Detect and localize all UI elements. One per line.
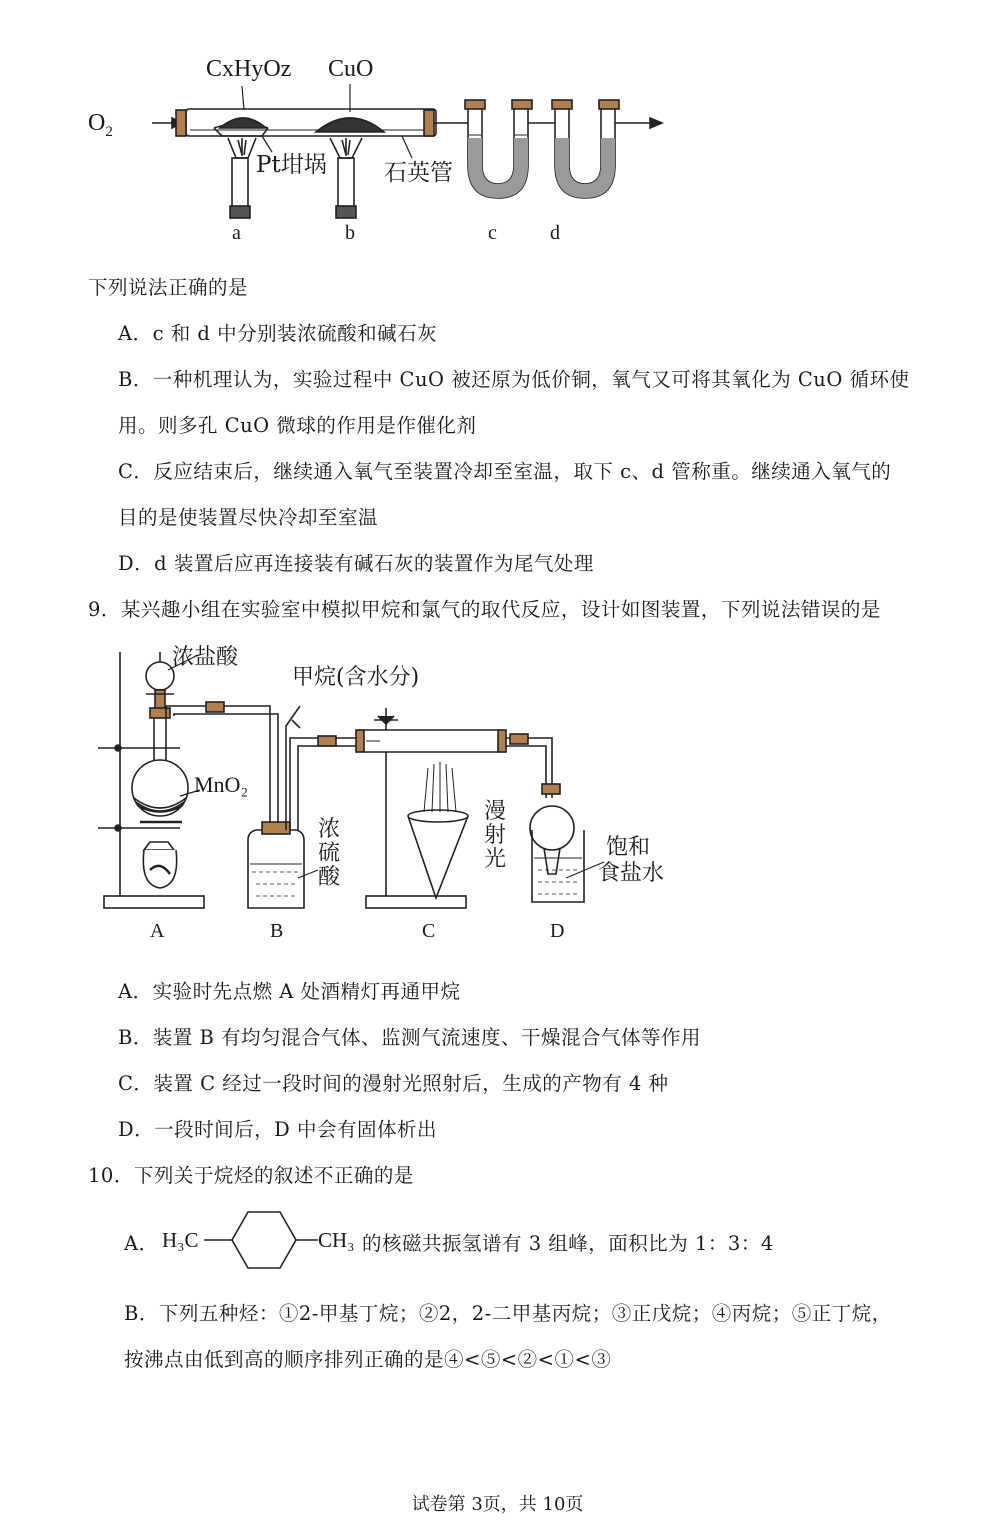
q9-option-d: D．一段时间后，D 中会有固体析出 [118,1118,437,1141]
q9-option-a: A．实验时先点燃 A 处酒精灯再通甲烷 [118,980,461,1003]
o2-label: $O_2$ [88,110,113,140]
label-b: b [345,222,355,244]
page-footer: 试卷第 3页，共 10页 [411,1494,584,1515]
label-d: d [550,222,560,244]
q10-option-b-line1: B．下列五种烃：①2-甲基丁烷；②2，2-二甲基丙烷；③正戊烷；④丙烷；⑤正丁烷， [124,1302,892,1325]
cuo-label: CuO [328,56,374,82]
q9-option-b: B．装置 B 有均匀混合气体、监测气流速度、干燥混合气体等作用 [118,1026,702,1049]
q10-option-a-prefix: A． [124,1232,159,1255]
q8-option-b-line1: B．一种机理认为，实验过程中 CuO 被还原为低价铜，氧气又可将其氧化为 CuO 循环使 [118,368,910,391]
q10-option-b-line2: 按沸点由低到高的顺序排列正确的是④<⑤<②<①<③ [124,1348,612,1371]
q9-option-c: C．装置 C 经过一段时间的漫射光照射后，生成的产物有 4 种 [118,1072,669,1095]
quartz-tube-label: 石英管 [384,160,453,186]
apparatus-label-c: C [422,920,436,942]
diffuse-light-label: 漫 射 光 [484,799,507,872]
h3c-label: H₃C [162,1228,199,1252]
label-c: c [488,222,497,244]
brine-label-line1: 饱和 [606,835,651,860]
q8-option-a: A．c 和 d 中分别装浓硫酸和碱石灰 [118,322,438,345]
label-a: a [232,222,241,244]
conc-h2so4-label: 浓 硫 酸 [318,817,341,890]
apparatus-label-b: B [270,920,284,942]
q8-option-b-line2: 用。则多孔 CuO 微球的作用是作催化剂 [118,414,477,437]
q8-option-d: D．d 装置后应再连接装有碱石灰的装置作为尾气处理 [118,552,594,575]
apparatus-label-a: A [150,920,165,942]
q10-stem: 10．下列关于烷烃的叙述不正确的是 [88,1164,414,1187]
ch3-label: CH₃ [318,1228,355,1252]
apparatus-label-d: D [550,920,565,942]
q8-option-c-line1: C．反应结束后，继续通入氧气至装置冷却至室温，取下 c、d 管称重。继续通入氧气的 [118,460,892,483]
q9-stem: 9．某兴趣小组在实验室中模拟甲烷和氯气的取代反应，设计如图装置，下列说法错误的是 [88,598,881,621]
hcl-label: 浓盐酸 [172,645,239,670]
cxhyoz-label: CxHyOz [206,56,292,82]
brine-label-line2: 食盐水 [598,861,665,886]
mno2-label: MnO₂ [194,772,249,797]
q10-option-a-text: 的核磁共振氢谱有 3 组峰，面积比为 1：3：4 [362,1232,774,1255]
methane-label: 甲烷(含水分) [292,665,420,690]
q8-option-c-line2: 目的是使装置尽快冷却至室温 [118,506,379,529]
pt-crucible-label: Pt坩埚 [256,152,327,178]
q8-stem: 下列说法正确的是 [88,276,249,299]
